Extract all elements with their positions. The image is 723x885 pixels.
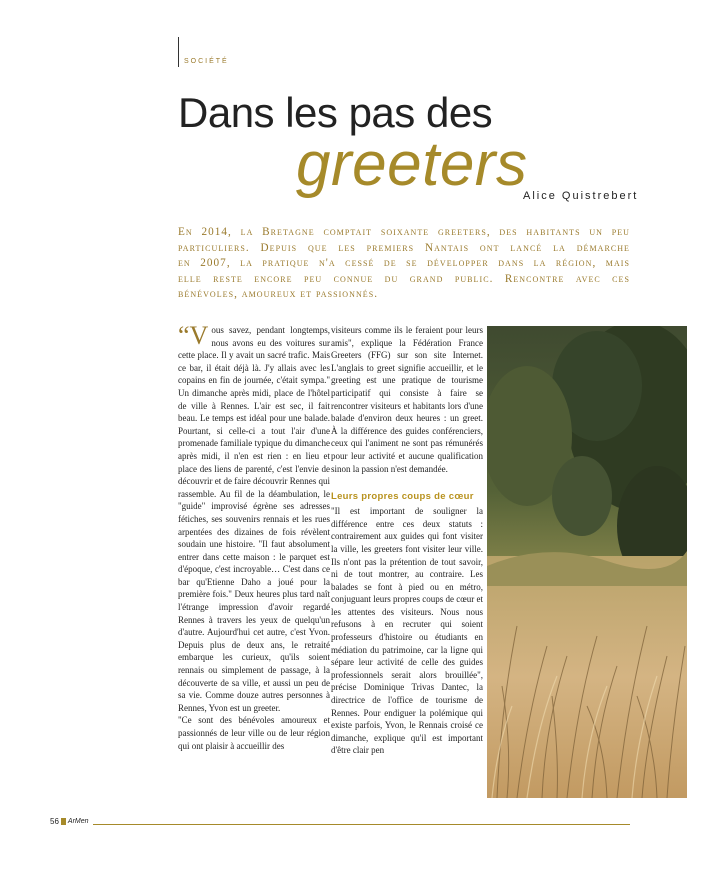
drop-cap: “V [178, 321, 209, 350]
body-paragraph: “Vous savez, pendant longtemps, nous avons eu des voitures sur cette place. Il y avait un sacré trafic. Mais ce bar, il était déjà là. J'y allais avec les copains en fin de journée, c'était sympa." Un dimanche après midi, place de l'hôtel de ville à Rennes. L'air est sec, il fait beau. Le temps est idéal pour une balade. Pourtant, si celle-ci a tout l'air d'une promenade familiale typique du dimanche après midi, il n'en est rien : en lieu et place des liens de parenté, c'est l'envie de découvrir et de faire découvrir Rennes qui rassemble. Au fil de la déambulation, le "guide" improvisé égrène ses adresses fétiches, ses souvenirs rennais et les rues arpentées des dizaines de fois révèlent soudain une histoire. "Il faut absolument entrer dans cette maison : le parquet est d'époque, c'est incroyable… C'est dans ce bar qu'Etienne Daho a joué pour la première fois." Deux heures plus tard naît l'étrange impression d'avoir regardé Rennes à travers les yeux de quelqu'un d'autre. Aujourd'hui cet autre, c'est Yvon. Depuis plus de deux ans, le retraité embarque les curieux, qu'ils soient rennais ou simplement de passage, à la découverte de sa ville, et aussi un peu de sa vie. Comme douze autres personnes à Rennes, Yvon est un greeter. [178, 321, 330, 713]
lead-line: particuliers. Depuis que les premiers Nantais ont lancé la démarche [178, 241, 630, 254]
body-paragraph: "Il est important de souligner la différence entre ces deux statuts : contrairement aux guides qui font visiter la ville, les greeters font visiter leur ville. Ils n'ont pas la prétention de tout savoir, ni de tout montrer, au contraire. Les balades se font à pied ou en métro, conjuguant leurs propres coups de cœur et les attentes des visiteurs. Nous nous refusons à en recruter qui soient professeurs d'histoire ou étudiants en médiation du patrimoine, car la ligne qui sépare leur activité de celle des guides professionnels serait alors brouillée", précise Dominique Trivas Dantec, la directrice de l'office de tourisme de Rennes. Pour endiguer la polémique qui existe parfois, Yvon, le Rennais croisé ce dimanche, explique qu'il est important d'être clair pen [331, 506, 483, 756]
lead-line: En 2014, la Bretagne comptait soixante greeters, des habitants un peu [178, 226, 630, 238]
lead-line: elle reste encore peu connue du grand public. Rencontre avec ces [178, 272, 630, 285]
lead-line: en 2007, la pratique n'a cessé de se développer dans la région, mais [178, 257, 630, 269]
article-author: Alice Quistrebert [523, 190, 639, 202]
lead-line: bénévoles, amoureux et passionnés. [178, 288, 379, 300]
body-paragraph: visiteurs comme ils le feraient pour leurs amis", explique la Fédération France Greeters (FFG) sur son site Internet. L'anglais to greet signifie accueillir, et le greeting est une pratique de tourisme participatif qui consiste à faire se rencontrer visiteurs et habitants lors d'une balade d'environ deux heures : un greet. À la différence des guides conférenciers, ceux qui l'animent ne sont pas rémunérés pour leur activité et aucune qualification sinon la passion n'est demandée. [331, 325, 483, 474]
article-title-line2: greeters [296, 130, 528, 199]
article-lead [178, 225, 630, 303]
section-rubric: SOCIÉTÉ [184, 58, 229, 65]
body-subheading: Leurs propres coups de cœur [331, 491, 474, 503]
rubric-divider [178, 37, 179, 67]
article-title-line1: Dans les pas des [178, 89, 493, 136]
body-paragraph: "Ce sont des bénévoles amoureux et passionnés de leur ville ou de leur région qui ont plaisir à accueillir des [178, 715, 330, 751]
folio-mark-icon [61, 818, 66, 825]
photo-landscape-icon [487, 326, 687, 798]
page-folio [50, 817, 93, 826]
page-number: 56 [50, 817, 59, 826]
magazine-name: ArMen [67, 818, 89, 825]
body-column-1 [178, 321, 330, 752]
footer-rule [50, 824, 630, 825]
body-column-2 [331, 324, 483, 757]
